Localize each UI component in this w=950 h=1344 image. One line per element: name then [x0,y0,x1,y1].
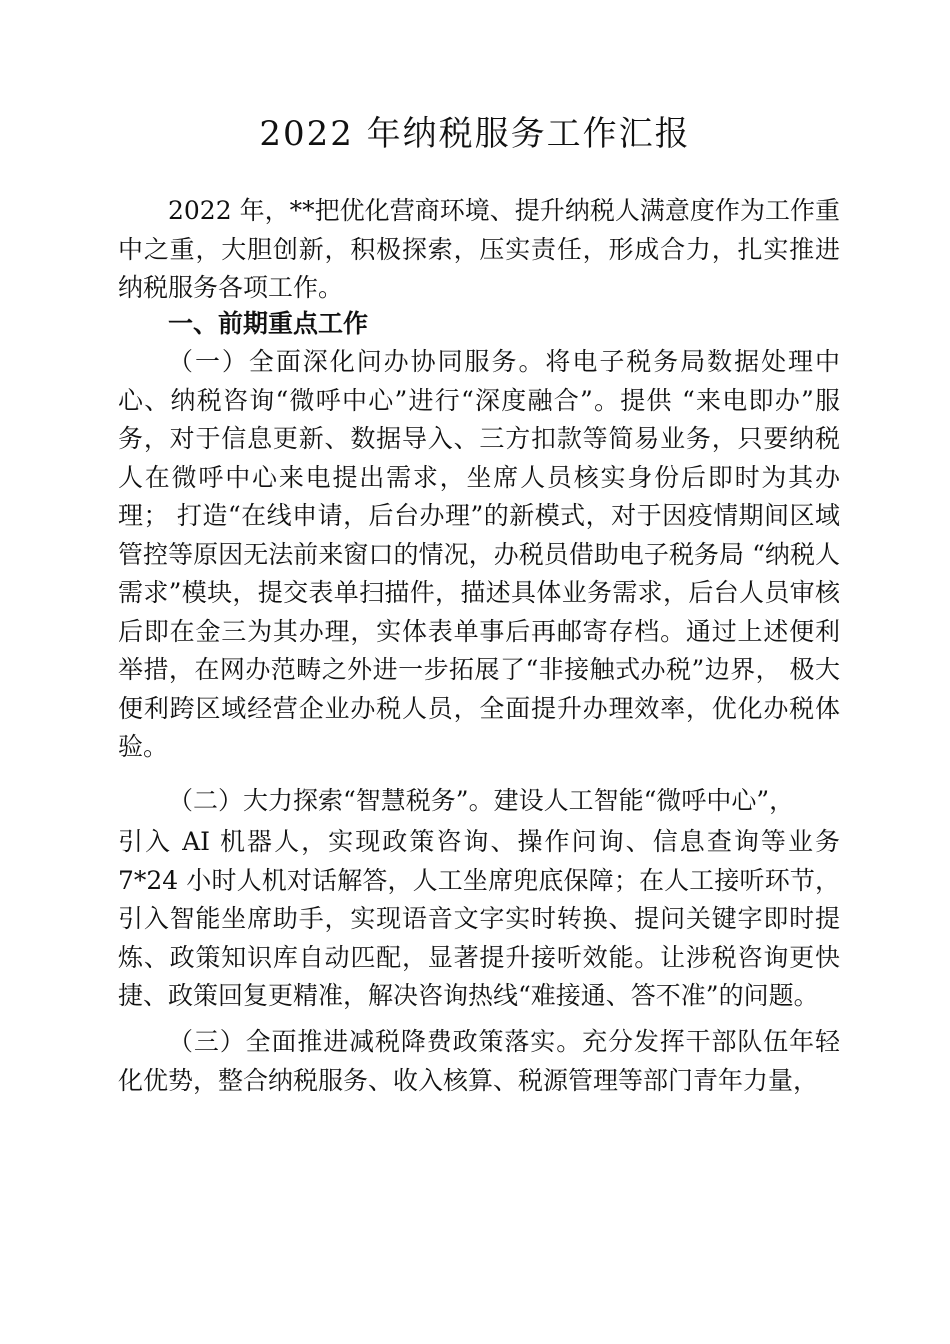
paragraph-smart-tax: 引入 AI 机器人，实现政策咨询、操作问询、信息查询等业务 7*24 小时人机对话解答，人工坐席兜底保障；在人工接听环节，引入智能坐席助手，实现语音文字实时转换、提问关键字即时提炼、政策知识库自动匹配，显著提升接听效能。让涉税咨询更快捷、政策回复更精准，解决咨询热线“难接通、答不准”的问题。 [118,827,840,1010]
document-title: 2022 年纳税服务工作汇报 [259,114,691,154]
section-heading: 一、前期重点工作 [168,309,369,338]
intro-paragraph: 2022 年，**把优化营商环境、提升纳税人满意度作为工作重中之重，大胆创新，积极探索，压实责任，形成合力，扎实推进纳税服务各项工作。 [118,196,840,302]
paragraph-tax-reduction: （三）全面推进减税降费政策落实。充分发挥干部队伍年轻化优势，整合纳税服务、收入核算、税源管理等部门青年力量， [118,1027,840,1095]
paragraph-smart-tax-lead: （二）大力探索“智慧税务”。建设人工智能“微呼中心”， [168,786,795,815]
paragraph-collaborative-service: （一）全面深化问办协同服务。将电子税务局数据处理中心、纳税咨询“微呼中心”进行“深度融合”。提供 “来电即办”服务，对于信息更新、数据导入、三方扣款等简易业务，只要纳税人在微呼中心来电提出需求，坐席人员核实身份后即时为其办理； 打造“在线申请，后台办理”的新模式，对于因疫情期间区域管控等原因无法前来窗口的情况，办税员借助电子税务局 “纳税人需求”模块，提交表单扫描件，描述具体业务需求，后台人员审核后即在金三为其办理，实体表单事后再邮寄存档。通过上述便利举措，在网办范畴之外进一步拓展了“非接触式办税”边界， 极大便利跨区域经营企业办税人员，全面提升办理效率，优化办税体验。 [118,347,840,761]
